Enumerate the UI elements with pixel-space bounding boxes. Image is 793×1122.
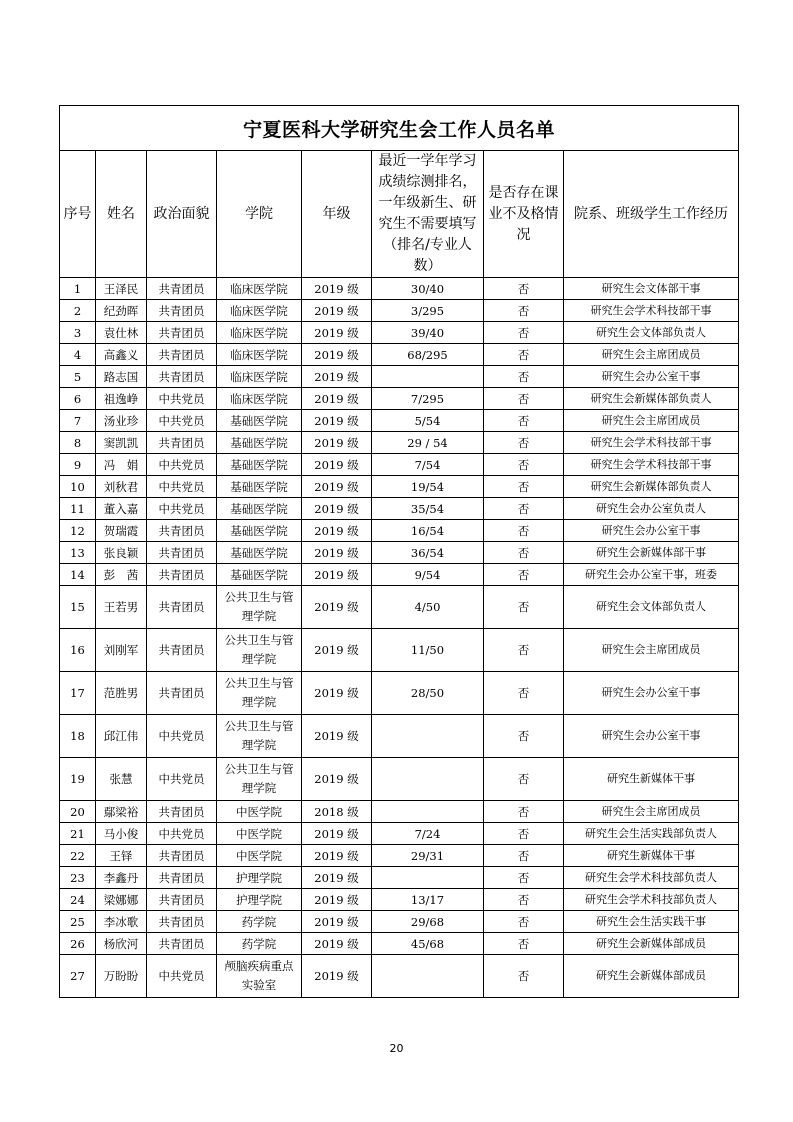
cell-failed: 否	[484, 366, 564, 388]
cell-failed: 否	[484, 454, 564, 476]
cell-grade: 2019 级	[302, 867, 372, 889]
cell-name: 李冰歌	[96, 911, 147, 933]
table-row	[60, 410, 739, 432]
cell-college: 基础医学院	[217, 476, 302, 498]
cell-rank: 11/50	[372, 629, 484, 672]
cell-college: 基础医学院	[217, 542, 302, 564]
cell-no: 17	[60, 672, 96, 715]
cell-experience: 研究生会新媒体部负责人	[564, 476, 739, 498]
cell-grade: 2019 级	[302, 672, 372, 715]
cell-political: 中共党员	[147, 955, 217, 998]
cell-no: 19	[60, 758, 96, 801]
cell-failed: 否	[484, 955, 564, 998]
cell-political: 共青团员	[147, 344, 217, 366]
cell-name: 贺瑞霞	[96, 520, 147, 542]
cell-no: 6	[60, 388, 96, 410]
table-row	[60, 322, 739, 344]
cell-rank	[372, 758, 484, 801]
table-row	[60, 498, 739, 520]
cell-experience: 研究生会办公室干事	[564, 715, 739, 758]
column-header-college: 学院	[217, 151, 302, 278]
cell-failed: 否	[484, 758, 564, 801]
cell-political: 中共党员	[147, 410, 217, 432]
cell-failed: 否	[484, 823, 564, 845]
cell-college: 临床医学院	[217, 278, 302, 300]
cell-grade: 2019 级	[302, 845, 372, 867]
table-row	[60, 867, 739, 889]
cell-rank: 7/54	[372, 454, 484, 476]
cell-name: 高鑫义	[96, 344, 147, 366]
cell-political: 共青团员	[147, 933, 217, 955]
cell-no: 24	[60, 889, 96, 911]
cell-political: 共青团员	[147, 889, 217, 911]
cell-college: 中医学院	[217, 801, 302, 823]
cell-experience: 研究生会办公室干事	[564, 672, 739, 715]
column-header-rank: 最近一学年学习成绩综测排名，一年级新生、研究生不需要填写（排名/专业人数）	[372, 151, 484, 278]
table-row	[60, 801, 739, 823]
cell-grade: 2019 级	[302, 889, 372, 911]
table-row	[60, 520, 739, 542]
cell-name: 范胜男	[96, 672, 147, 715]
cell-political: 共青团员	[147, 564, 217, 586]
cell-name: 梁娜娜	[96, 889, 147, 911]
cell-name: 王铎	[96, 845, 147, 867]
cell-failed: 否	[484, 388, 564, 410]
cell-experience: 研究生会办公室干事	[564, 520, 739, 542]
cell-failed: 否	[484, 300, 564, 322]
cell-name: 万盼盼	[96, 955, 147, 998]
cell-failed: 否	[484, 432, 564, 454]
cell-rank: 28/50	[372, 672, 484, 715]
cell-political: 共青团员	[147, 911, 217, 933]
cell-failed: 否	[484, 629, 564, 672]
cell-rank: 16/54	[372, 520, 484, 542]
cell-grade: 2019 级	[302, 586, 372, 629]
cell-no: 11	[60, 498, 96, 520]
cell-failed: 否	[484, 672, 564, 715]
cell-failed: 否	[484, 476, 564, 498]
cell-name: 汤业珍	[96, 410, 147, 432]
cell-grade: 2019 级	[302, 454, 372, 476]
cell-name: 路志国	[96, 366, 147, 388]
cell-grade: 2019 级	[302, 300, 372, 322]
cell-no: 9	[60, 454, 96, 476]
cell-name: 纪劲晖	[96, 300, 147, 322]
cell-experience: 研究生新媒体干事	[564, 845, 739, 867]
cell-name: 杨欣河	[96, 933, 147, 955]
cell-failed: 否	[484, 845, 564, 867]
cell-rank	[372, 867, 484, 889]
cell-grade: 2019 级	[302, 498, 372, 520]
cell-failed: 否	[484, 801, 564, 823]
cell-rank: 45/68	[372, 933, 484, 955]
cell-rank: 39/40	[372, 322, 484, 344]
table-row	[60, 823, 739, 845]
cell-no: 16	[60, 629, 96, 672]
cell-name: 张良颖	[96, 542, 147, 564]
cell-grade: 2018 级	[302, 801, 372, 823]
table-row	[60, 586, 739, 629]
cell-failed: 否	[484, 278, 564, 300]
cell-political: 共青团员	[147, 432, 217, 454]
cell-grade: 2019 级	[302, 955, 372, 998]
page-number: 20	[389, 1042, 404, 1055]
cell-failed: 否	[484, 867, 564, 889]
cell-grade: 2019 级	[302, 432, 372, 454]
cell-college: 基础医学院	[217, 454, 302, 476]
cell-no: 5	[60, 366, 96, 388]
cell-no: 20	[60, 801, 96, 823]
cell-name: 邱江伟	[96, 715, 147, 758]
cell-political: 共青团员	[147, 300, 217, 322]
cell-experience: 研究生会学术科技部负责人	[564, 889, 739, 911]
cell-name: 马小俊	[96, 823, 147, 845]
cell-rank: 68/295	[372, 344, 484, 366]
cell-rank: 29/31	[372, 845, 484, 867]
column-header-name: 姓名	[96, 151, 147, 278]
cell-experience: 研究生会新媒体部成员	[564, 955, 739, 998]
cell-name: 张慧	[96, 758, 147, 801]
cell-no: 14	[60, 564, 96, 586]
cell-college: 护理学院	[217, 889, 302, 911]
cell-rank	[372, 366, 484, 388]
cell-rank: 29 / 54	[372, 432, 484, 454]
cell-college: 公共卫生与管理学院	[217, 758, 302, 801]
cell-political: 中共党员	[147, 388, 217, 410]
cell-no: 2	[60, 300, 96, 322]
cell-experience: 研究生会文体部负责人	[564, 586, 739, 629]
cell-college: 临床医学院	[217, 300, 302, 322]
cell-experience: 研究生会主席团成员	[564, 629, 739, 672]
cell-college: 护理学院	[217, 867, 302, 889]
table-row	[60, 454, 739, 476]
cell-college: 中医学院	[217, 845, 302, 867]
table-row	[60, 889, 739, 911]
table-row	[60, 715, 739, 758]
cell-experience: 研究生会学术科技部干事	[564, 300, 739, 322]
cell-failed: 否	[484, 344, 564, 366]
cell-rank: 35/54	[372, 498, 484, 520]
cell-rank: 13/17	[372, 889, 484, 911]
table-row	[60, 542, 739, 564]
cell-no: 26	[60, 933, 96, 955]
cell-rank: 9/54	[372, 564, 484, 586]
cell-no: 10	[60, 476, 96, 498]
cell-college: 公共卫生与管理学院	[217, 715, 302, 758]
cell-rank: 5/54	[372, 410, 484, 432]
cell-no: 8	[60, 432, 96, 454]
cell-political: 共青团员	[147, 672, 217, 715]
cell-no: 1	[60, 278, 96, 300]
cell-political: 共青团员	[147, 629, 217, 672]
cell-college: 颅脑疾病重点实验室	[217, 955, 302, 998]
cell-name: 鄢梁裕	[96, 801, 147, 823]
cell-grade: 2019 级	[302, 564, 372, 586]
cell-college: 临床医学院	[217, 388, 302, 410]
table-row	[60, 300, 739, 322]
table-row	[60, 845, 739, 867]
table-row	[60, 344, 739, 366]
cell-college: 基础医学院	[217, 410, 302, 432]
cell-experience: 研究生会学术科技部干事	[564, 432, 739, 454]
cell-failed: 否	[484, 410, 564, 432]
cell-experience: 研究生会新媒体部干事	[564, 542, 739, 564]
cell-grade: 2019 级	[302, 410, 372, 432]
cell-grade: 2019 级	[302, 388, 372, 410]
cell-grade: 2019 级	[302, 758, 372, 801]
cell-college: 公共卫生与管理学院	[217, 586, 302, 629]
cell-college: 药学院	[217, 911, 302, 933]
cell-college: 中医学院	[217, 823, 302, 845]
cell-grade: 2019 级	[302, 344, 372, 366]
cell-grade: 2019 级	[302, 520, 372, 542]
cell-rank: 19/54	[372, 476, 484, 498]
cell-political: 中共党员	[147, 758, 217, 801]
staff-list-table	[59, 105, 739, 998]
table-row	[60, 366, 739, 388]
cell-experience: 研究生新媒体干事	[564, 758, 739, 801]
cell-no: 22	[60, 845, 96, 867]
cell-failed: 否	[484, 911, 564, 933]
cell-failed: 否	[484, 564, 564, 586]
cell-experience: 研究生会主席团成员	[564, 801, 739, 823]
table-row	[60, 388, 739, 410]
cell-name: 彭 茜	[96, 564, 147, 586]
cell-political: 中共党员	[147, 823, 217, 845]
cell-rank: 30/40	[372, 278, 484, 300]
cell-no: 4	[60, 344, 96, 366]
cell-failed: 否	[484, 542, 564, 564]
cell-grade: 2019 级	[302, 476, 372, 498]
cell-political: 共青团员	[147, 322, 217, 344]
cell-political: 共青团员	[147, 586, 217, 629]
cell-name: 刘刚军	[96, 629, 147, 672]
cell-political: 中共党员	[147, 715, 217, 758]
cell-failed: 否	[484, 586, 564, 629]
column-header-no: 序号	[60, 151, 96, 278]
cell-grade: 2019 级	[302, 715, 372, 758]
cell-grade: 2019 级	[302, 823, 372, 845]
cell-experience: 研究生会办公室负责人	[564, 498, 739, 520]
cell-college: 基础医学院	[217, 520, 302, 542]
cell-college: 临床医学院	[217, 344, 302, 366]
cell-political: 共青团员	[147, 366, 217, 388]
cell-experience: 研究生会学术科技部干事	[564, 454, 739, 476]
cell-name: 窦凯凯	[96, 432, 147, 454]
table-row	[60, 564, 739, 586]
cell-college: 基础医学院	[217, 498, 302, 520]
cell-failed: 否	[484, 520, 564, 542]
cell-experience: 研究生会文体部负责人	[564, 322, 739, 344]
cell-political: 中共党员	[147, 476, 217, 498]
cell-failed: 否	[484, 933, 564, 955]
cell-name: 袁仕林	[96, 322, 147, 344]
table-row	[60, 432, 739, 454]
table-row	[60, 629, 739, 672]
cell-grade: 2019 级	[302, 542, 372, 564]
cell-rank: 4/50	[372, 586, 484, 629]
table-row	[60, 758, 739, 801]
column-header-political: 政治面貌	[147, 151, 217, 278]
column-header-experience: 院系、班级学生工作经历	[564, 151, 739, 278]
cell-rank	[372, 715, 484, 758]
cell-experience: 研究生会办公室干事	[564, 366, 739, 388]
cell-rank	[372, 801, 484, 823]
cell-experience: 研究生会文体部干事	[564, 278, 739, 300]
cell-grade: 2019 级	[302, 933, 372, 955]
column-header-grade: 年级	[302, 151, 372, 278]
cell-no: 3	[60, 322, 96, 344]
cell-rank: 3/295	[372, 300, 484, 322]
cell-name: 李鑫丹	[96, 867, 147, 889]
cell-experience: 研究生会生活实践部负责人	[564, 823, 739, 845]
table-row	[60, 672, 739, 715]
cell-no: 27	[60, 955, 96, 998]
header-row	[60, 151, 739, 278]
cell-no: 13	[60, 542, 96, 564]
cell-rank: 36/54	[372, 542, 484, 564]
cell-political: 共青团员	[147, 845, 217, 867]
cell-name: 祖逸峥	[96, 388, 147, 410]
cell-failed: 否	[484, 715, 564, 758]
cell-rank: 7/295	[372, 388, 484, 410]
document-title: 宁夏医科大学研究生会工作人员名单	[60, 106, 739, 151]
cell-experience: 研究生会学术科技部负责人	[564, 867, 739, 889]
cell-rank: 29/68	[372, 911, 484, 933]
cell-experience: 研究生会新媒体部负责人	[564, 388, 739, 410]
cell-college: 公共卫生与管理学院	[217, 672, 302, 715]
cell-no: 15	[60, 586, 96, 629]
cell-experience: 研究生会生活实践干事	[564, 911, 739, 933]
cell-no: 12	[60, 520, 96, 542]
cell-college: 基础医学院	[217, 432, 302, 454]
cell-rank	[372, 955, 484, 998]
cell-college: 临床医学院	[217, 366, 302, 388]
cell-no: 21	[60, 823, 96, 845]
cell-political: 中共党员	[147, 454, 217, 476]
cell-name: 冯 娟	[96, 454, 147, 476]
cell-college: 基础医学院	[217, 564, 302, 586]
cell-failed: 否	[484, 498, 564, 520]
cell-political: 中共党员	[147, 498, 217, 520]
cell-political: 共青团员	[147, 801, 217, 823]
cell-name: 刘秋君	[96, 476, 147, 498]
table-row	[60, 278, 739, 300]
table-row	[60, 933, 739, 955]
cell-rank: 7/24	[372, 823, 484, 845]
cell-political: 共青团员	[147, 520, 217, 542]
cell-political: 共青团员	[147, 278, 217, 300]
cell-experience: 研究生会新媒体部成员	[564, 933, 739, 955]
table-row	[60, 911, 739, 933]
cell-college: 药学院	[217, 933, 302, 955]
cell-experience: 研究生会办公室干事，班委	[564, 564, 739, 586]
cell-no: 25	[60, 911, 96, 933]
cell-grade: 2019 级	[302, 322, 372, 344]
cell-failed: 否	[484, 322, 564, 344]
cell-no: 7	[60, 410, 96, 432]
cell-name: 董入嘉	[96, 498, 147, 520]
table-row	[60, 955, 739, 998]
cell-grade: 2019 级	[302, 366, 372, 388]
cell-grade: 2019 级	[302, 911, 372, 933]
cell-experience: 研究生会主席团成员	[564, 344, 739, 366]
column-header-failed: 是否存在课业不及格情况	[484, 151, 564, 278]
cell-no: 18	[60, 715, 96, 758]
cell-name: 王若男	[96, 586, 147, 629]
cell-failed: 否	[484, 889, 564, 911]
cell-no: 23	[60, 867, 96, 889]
cell-grade: 2019 级	[302, 278, 372, 300]
cell-political: 共青团员	[147, 542, 217, 564]
cell-grade: 2019 级	[302, 629, 372, 672]
cell-college: 临床医学院	[217, 322, 302, 344]
cell-experience: 研究生会主席团成员	[564, 410, 739, 432]
cell-name: 王泽民	[96, 278, 147, 300]
cell-college: 公共卫生与管理学院	[217, 629, 302, 672]
cell-political: 共青团员	[147, 867, 217, 889]
table-row	[60, 476, 739, 498]
